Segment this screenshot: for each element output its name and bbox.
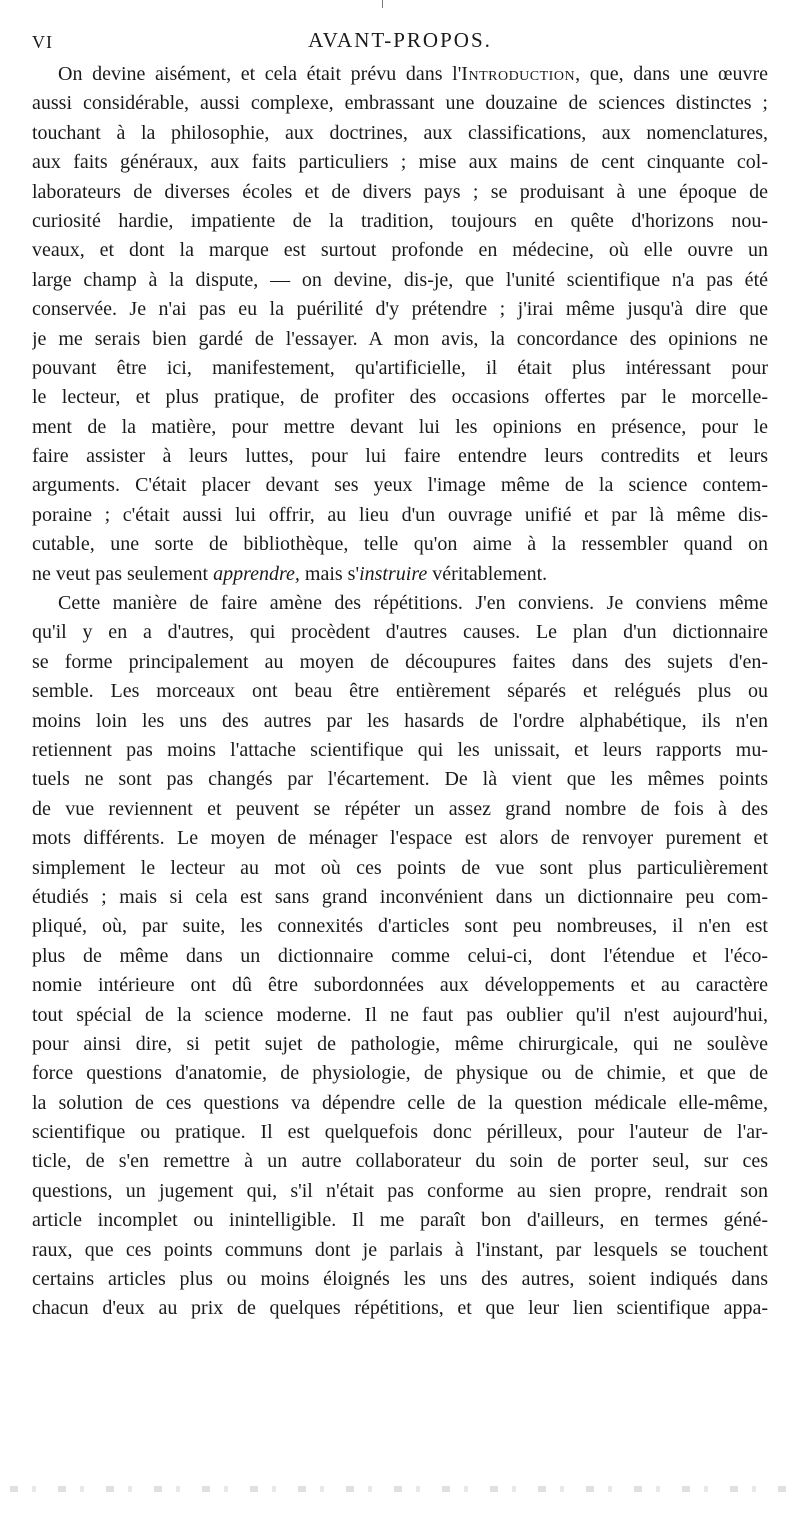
- paragraph-1: [32, 60, 768, 589]
- introduction-smallcaps: Introduction: [461, 63, 576, 85]
- italic-instruire: instruire: [359, 562, 428, 585]
- paragraph-1-line: aux faits généraux, aux faits particuliers ; mise aux mains de cent cinquante col-: [32, 151, 768, 174]
- paragraph-1-line: cutable, une sorte de bibliothèque, telle qu'on aime à la ressembler quand on: [32, 533, 768, 556]
- paragraph-1-line: aussi considérable, aussi complexe, embrassant une douzaine de sciences distinctes ;: [32, 92, 768, 115]
- page-number: VI: [32, 32, 53, 52]
- paragraph-2-line: qu'il y en a d'autres, qui procèdent d'autres causes. Le plan d'un dictionnaire: [32, 621, 768, 644]
- paragraph-2-line: plus de même dans un dictionnaire comme celui-ci, dont l'étendue et l'éco-: [32, 944, 768, 967]
- paragraph-1-line-last: ne veut pas seulement apprendre, mais s'instruire véritablement.: [32, 562, 548, 585]
- paragraph-2-line: questions, un jugement qui, s'il n'était pas conforme au sien propre, rendrait son: [32, 1179, 768, 1202]
- paragraph-1-line: faire assister à leurs luttes, pour lui faire entendre leurs contredits et leurs: [32, 445, 768, 468]
- paragraph-2-line: pour ainsi dire, si petit sujet de pathologie, même chirurgicale, qui ne soulève: [32, 1032, 768, 1055]
- paragraph-1-line: touchant à la philosophie, aux doctrines, aux classifications, aux nomenclatures,: [32, 121, 768, 144]
- paragraph-2-line: tout spécial de la science moderne. Il ne faut pas oublier qu'il n'est aujourd'hui,: [32, 1003, 768, 1026]
- paragraph-2-line: chacun d'eux au prix de quelques répétitions, et que leur lien scientifique appa-: [32, 1297, 768, 1320]
- paragraph-2-line: moins loin les uns des autres par les hasards de l'ordre alphabétique, ils n'en: [32, 709, 768, 732]
- paragraph-2-line: article incomplet ou inintelligible. Il me paraît bon d'ailleurs, en termes géné-: [32, 1209, 768, 1232]
- paragraph-2-line: nomie intérieure ont dû être subordonnées aux développements et au caractère: [32, 974, 768, 997]
- italic-apprendre: apprendre,: [213, 562, 300, 585]
- paragraph-1-line: je me serais bien gardé de l'essayer. A mon avis, la concordance des opinions ne: [32, 327, 768, 350]
- paragraph-2-line: pliqué, où, par suite, les connexités d'articles sont peu nombreuses, il n'en est: [32, 915, 768, 938]
- paragraph-2: [32, 589, 768, 1324]
- paragraph-2-line: raux, que ces points communs dont je parlais à l'instant, par lesquels se touchent: [32, 1238, 768, 1261]
- paragraph-2-line-first: Cette manière de faire amène des répétitions. J'en conviens. Je conviens même: [58, 592, 768, 615]
- paragraph-2-line: de vue reviennent et peuvent se répéter un assez grand nombre de fois à des: [32, 797, 768, 820]
- paragraph-1-line: pouvant être ici, manifestement, qu'artificielle, il était plus intéressant pour: [32, 356, 768, 379]
- paragraph-1-line: laborateurs de diverses écoles et de divers pays ; se produisant à une époque de: [32, 180, 768, 203]
- paragraph-2-line: mots différents. Le moyen de ménager l'espace est alors de renvoyer purement et: [32, 827, 768, 850]
- paragraph-2-line: simplement le lecteur au mot où ces points de vue sont plus particulièrement: [32, 856, 768, 879]
- paragraph-1-line: curiosité hardie, impatiente de la tradition, toujours en quête d'horizons nou-: [32, 209, 768, 232]
- paragraph-1-line-first: On devine aisément, et cela était prévu dans l'Introduction, que, dans une œuvre: [58, 63, 768, 85]
- running-head: AVANT-PROPOS.: [308, 28, 492, 52]
- paragraph-1-line: conservée. Je n'ai pas eu la puérilité d'y prétendre ; j'irai même jusqu'à dire que: [32, 298, 768, 321]
- paragraph-1-line: le lecteur, et plus pratique, de profiter des occasions offertes par le morcelle-: [32, 386, 768, 409]
- scan-mark-top: [382, 0, 383, 8]
- paragraph-2-line: tuels ne sont pas changés par l'écartement. De là vient que les mêmes points: [32, 768, 768, 791]
- paragraph-1-line: ment de la matière, pour mettre devant lui les opinions en présence, pour le: [32, 415, 768, 438]
- paragraph-2-line: certains articles plus ou moins éloignés les uns des autres, soient indiqués dans: [32, 1268, 768, 1291]
- paragraph-1-line: arguments. C'était placer devant ses yeux l'image même de la science contem-: [32, 474, 768, 497]
- paragraph-2-line: semble. Les morceaux ont beau être entièrement séparés et relégués plus ou: [32, 680, 768, 703]
- paragraph-2-line: la solution de ces questions va dépendre celle de la question médicale elle-même,: [32, 1091, 768, 1114]
- paragraph-2-line: scientifique ou pratique. Il est quelquefois donc périlleux, pour l'auteur de l'ar-: [32, 1121, 768, 1144]
- paragraph-2-line: étudiés ; mais si cela est sans grand inconvénient dans un dictionnaire peu com-: [32, 885, 768, 908]
- paragraph-2-line: ticle, de s'en remettre à un autre collaborateur du soin de porter seul, sur ces: [32, 1150, 768, 1173]
- paragraph-2-line: retiennent pas moins l'attache scientifique qui les unissait, et leurs rapports mu-: [32, 738, 768, 761]
- paragraph-2-line: force questions d'anatomie, de physiologie, de physique ou de chimie, et que de: [32, 1062, 768, 1085]
- paragraph-1-line: large champ à la dispute, — on devine, dis-je, que l'unité scientifique n'a pas été: [32, 268, 768, 291]
- paragraph-2-line: se forme principalement au moyen de découpures faites dans des sujets d'en-: [32, 650, 768, 673]
- scan-noise-bottom: [10, 1486, 790, 1492]
- paragraph-1-line: poraine ; c'était aussi lui offrir, au lieu d'un ouvrage unifié et par là même dis-: [32, 503, 768, 526]
- paragraph-1-line: veaux, et dont la marque est surtout profonde en médecine, où elle ouvre un: [32, 239, 768, 262]
- body-text: [32, 60, 768, 1324]
- page-header: [32, 26, 768, 54]
